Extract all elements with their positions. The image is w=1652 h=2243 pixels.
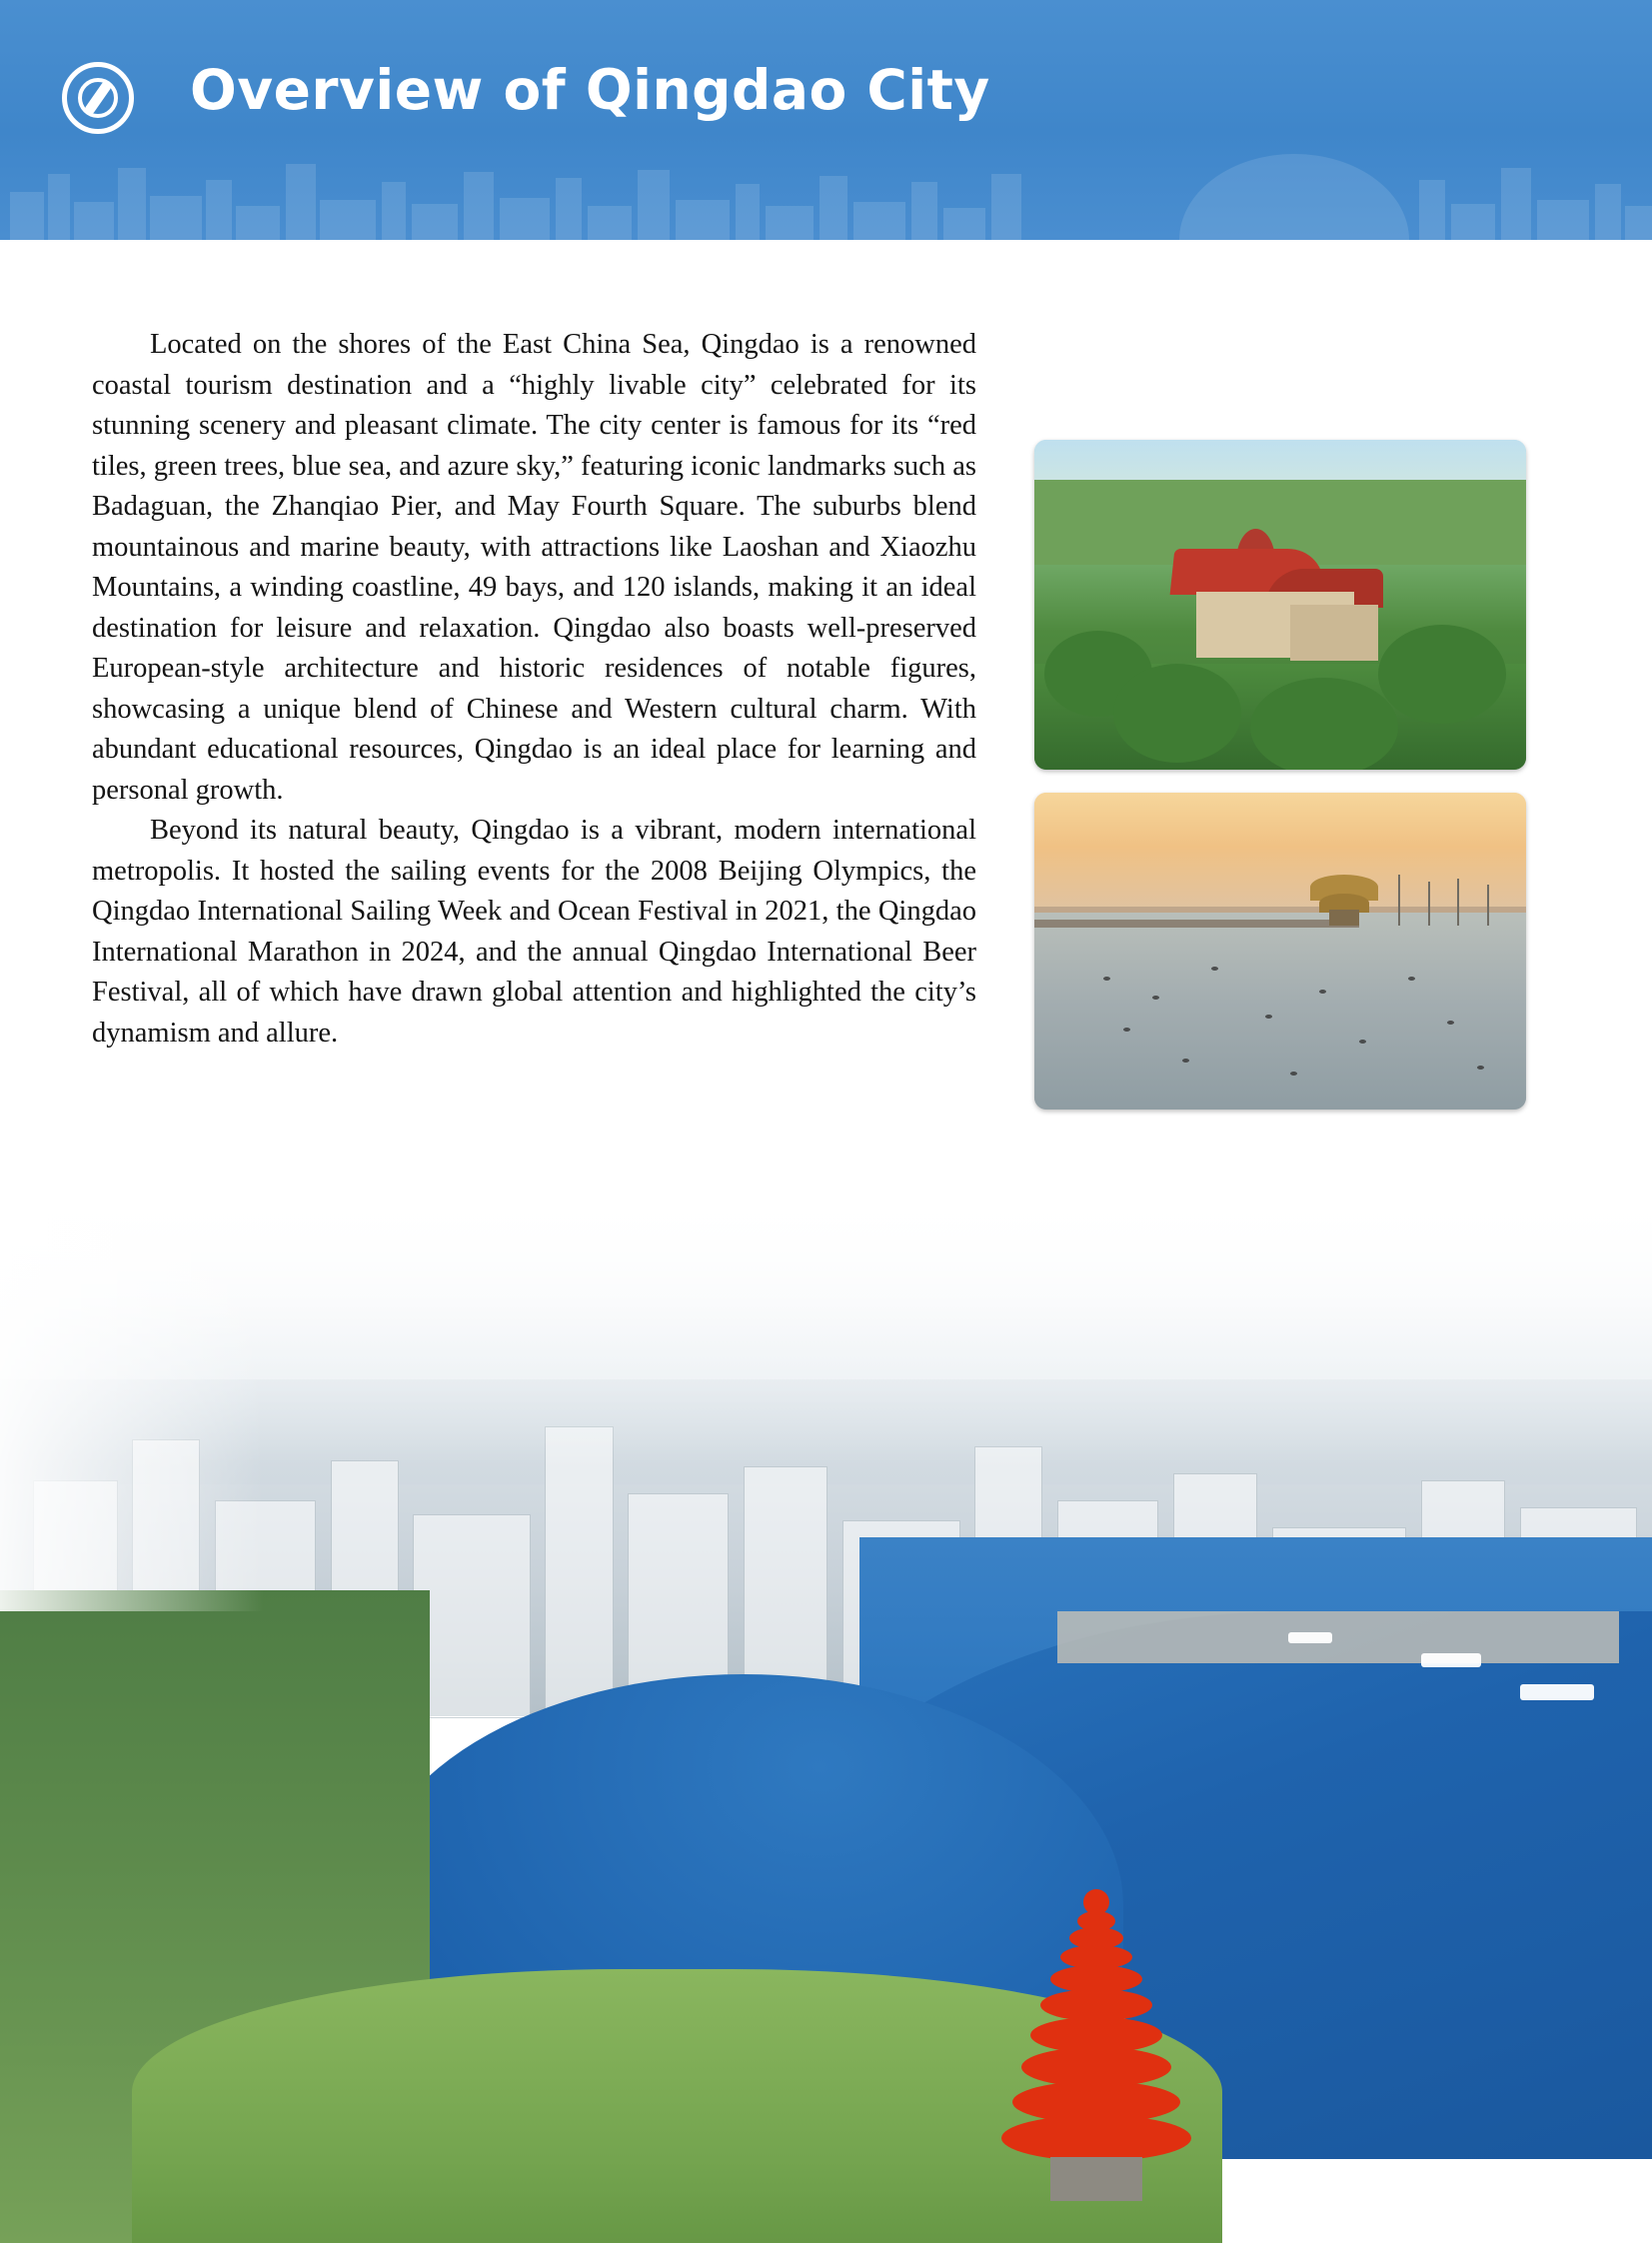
pier-walkway	[1034, 920, 1359, 928]
villa-bush	[1113, 664, 1241, 763]
hero-left-fade	[0, 1189, 264, 1611]
pier-bird	[1319, 990, 1326, 994]
article-body	[92, 325, 976, 1054]
sculpture-base	[1050, 2157, 1142, 2201]
pier-bird	[1408, 977, 1415, 981]
may-wind-sculpture	[991, 1831, 1201, 2201]
hero-boat	[1421, 1653, 1481, 1667]
pier-pole	[1428, 882, 1430, 926]
paragraph-2: Beyond its natural beauty, Qingdao is a vibrant, modern international metropolis. It hosted the sailing events for the 2008 Beijing Olympics, the Qingdao International Sailing Week and Ocean Festival in 2021, the Qingdao International Marathon in 2024, and the annual Qingdao International Beer Festival, all of which have drawn global attention and highlighted the city’s dynamism and allure.	[92, 815, 976, 1049]
hero-boat	[1288, 1632, 1332, 1643]
pier-sky	[1034, 793, 1526, 913]
page-header	[0, 0, 1652, 240]
pier-bird	[1123, 1028, 1130, 1032]
pier-bird	[1152, 996, 1159, 1000]
pier-pavilion-base	[1329, 910, 1359, 926]
compass-icon	[62, 62, 134, 134]
hero-city-photo	[0, 1189, 1652, 2243]
pier-bird	[1477, 1066, 1484, 1070]
pier-bird	[1103, 977, 1110, 981]
photo-pier	[1034, 793, 1526, 1110]
photo-villa	[1034, 440, 1526, 770]
header-skyline-decoration	[0, 130, 1652, 240]
hero-boat	[1520, 1684, 1594, 1700]
villa-bush	[1378, 625, 1506, 724]
page-title: Overview of Qingdao City	[190, 58, 990, 122]
paragraph-1: Located on the shores of the East China Sea, Qingdao is a renowned coastal tourism destination and a “highly livable city” celebrated for its stunning scenery and pleasant climate. The city center is famous for its “red tiles, green trees, blue sea, and azure sky,” featuring iconic landmarks such as Badaguan, the Zhanqiao Pier, and May Fourth Square. The suburbs blend mountainous and marine beauty, with attractions like Laoshan and Xiaozhu Mountains, a winding coastline, 49 bays, and 120 islands, making it an ideal destination for leisure and relaxation. Qingdao also boasts well-preserved European-style architecture and historic residences of notable figures, showcasing a unique blend of Chinese and Western cultural charm. With abundant educational resources, Qingdao is an ideal place for learning and personal growth.	[92, 329, 976, 806]
pier-pole	[1487, 885, 1489, 926]
pier-pole	[1457, 879, 1459, 927]
villa-bush	[1250, 678, 1398, 770]
pier-sea	[1034, 913, 1526, 1110]
pier-pole	[1398, 875, 1400, 926]
pier-bird	[1290, 1072, 1297, 1076]
pier-bird	[1265, 1015, 1272, 1019]
villa-wall-secondary	[1290, 605, 1379, 661]
hero-pier	[1057, 1611, 1619, 1664]
